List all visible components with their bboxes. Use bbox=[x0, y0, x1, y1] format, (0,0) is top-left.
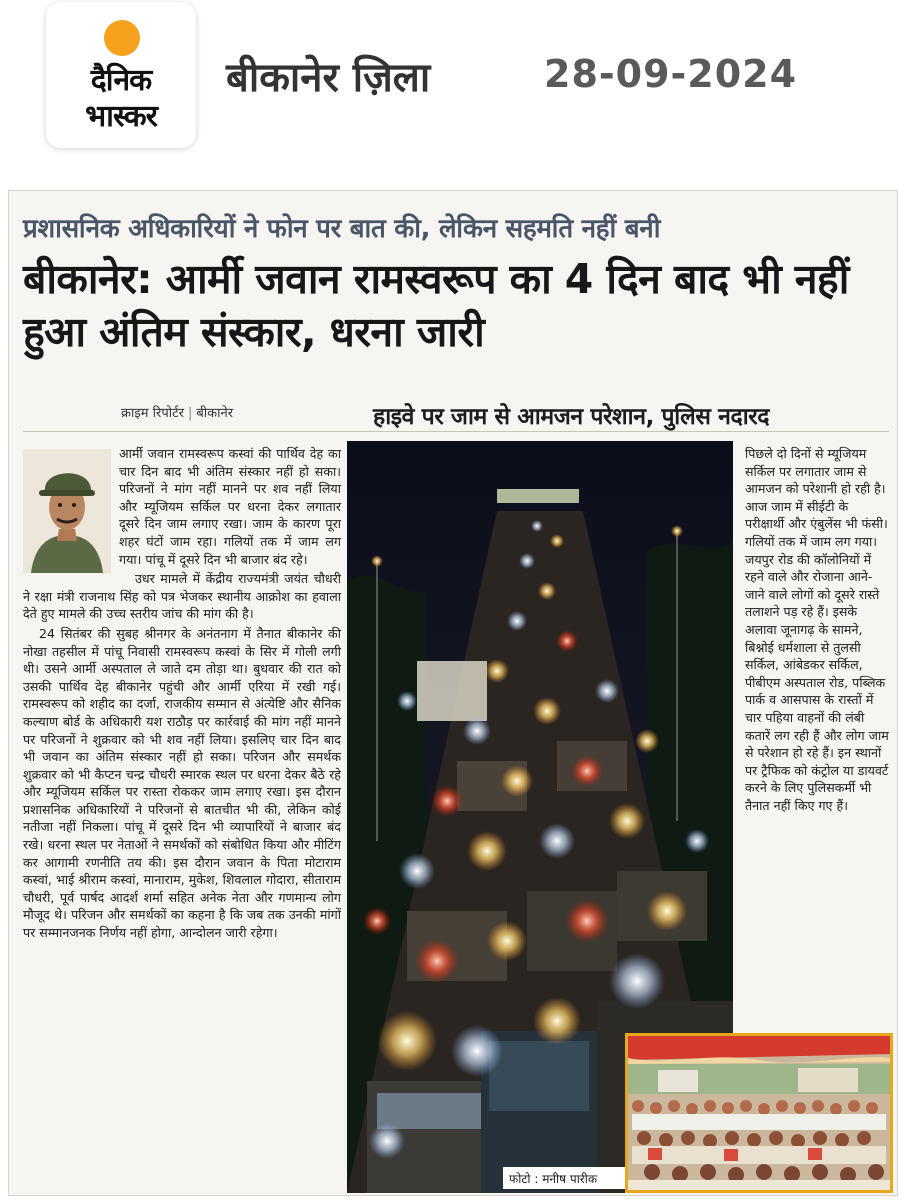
dainik-bhaskar-logo bbox=[46, 2, 196, 148]
sun-logo-icon bbox=[104, 20, 140, 56]
article-kicker: प्रशासनिक अधिकारियों ने फोन पर बात की, लेकिन सहमति नहीं बनी bbox=[23, 214, 661, 244]
app-header bbox=[0, 0, 904, 190]
divider bbox=[23, 431, 889, 432]
protest-crowd-photo bbox=[625, 1033, 893, 1193]
logo-text-line2: भास्कर bbox=[85, 99, 157, 134]
byline-author: क्राइम रिपोर्टर bbox=[121, 406, 184, 421]
byline-place: बीकानेर bbox=[196, 406, 234, 421]
body-paragraph: उधर मामले में केंद्रीय राज्यमंत्री जयंत चौधरी ने रक्षा मंत्री राजनाथ सिंह को पत्र भेजकर स्थानीय आक्रोश का हवाला देते हुए मामले की उच्च स्तरीय जांच की मांग की है। bbox=[23, 571, 341, 622]
byline: क्राइम रिपोर्टर | बीकानेर bbox=[121, 406, 234, 421]
article-body-left bbox=[23, 445, 341, 944]
district-title: बीकानेर ज़िला bbox=[226, 55, 431, 101]
article-subheadline: हाइवे पर जाम से आमजन परेशान, पुलिस नदारद bbox=[373, 404, 770, 430]
news-clipping bbox=[8, 190, 898, 1196]
body-paragraph: 24 सितंबर की सुबह श्रीनगर के अनंतनाग में तैनात बीकानेर की नोखा तहसील में पांचू निवासी रामस्वरूप कस्वां के सिर में गोली लगी थी। उसने आर्मी अस्पताल ले जाते दम तोड़ा था। बुधवार की रात को उसकी पार्थिव देह बीकानेर पहुंची और आर्मी एरिया में रखी गई। रामस्वरूप को शहीद का दर्जा, राजकीय सम्मान से अंत्येष्टि और सैनिक कल्याण बोर्ड के अधिकारी यश राठौड़ पर कार्रवाई की मांग नहीं मानने पर परिजनों ने शुक्रवार को भी शव नहीं लिया। इसलिए चार दिन बाद भी जवान का अंतिम संस्कार नहीं हो सका। परिजन और समर्थक शुक्रवार को भी कैप्टन चन्द्र चौधरी स्मारक स्थल पर धरना देकर बैठे रहे और म्यूजियम सर्किल पर रास्ता रोककर जाम लगाए रखा। इस दौरान प्रशासनिक अधिकारियों ने परिजनों से बातचीत भी की, लेकिन कोई नतीजा नहीं निकला। पांचू में दूसरे दिन भी व्यापारियों ने बाजार बंद रखे। धरना स्थल पर नेताओं ने समर्थकों को संबोधित किया और मीटिंग कर आगामी रणनीति तय की। इस दौरान जवान के पिता मोटाराम कस्वां, भाई श्रीराम कस्वां, मानाराम, मुकेश, शिवलाल गोदारा, सीताराम चौधरी, पूर्व पार्षद आदर्श शर्मा सहित अनेक नेता और गणमान्य लोग मौजूद थे। परिजन और समर्थकों का कहना है कि जब तक उनकी मांगों पर सम्मानजनक निर्णय नहीं होगा, आन्दोलन जारी रहेगा। bbox=[23, 625, 341, 941]
photo-credit: फोटो : मनीष पारीक bbox=[503, 1167, 625, 1189]
soldier-portrait bbox=[23, 449, 111, 573]
edition-date: 28-09-2024 bbox=[544, 52, 798, 96]
logo-text-line1: दैनिक bbox=[90, 63, 152, 98]
body-paragraph: आर्मी जवान रामस्वरूप कस्वां की पार्थिव देह का चार दिन बाद भी अंतिम संस्कार नहीं हो सका। परिजनों ने मांग नहीं मानने पर शव नहीं लिया और म्यूजियम सर्किल पर धरना देकर लगातार दूसरे दिन जाम लगाए रखा। जाम के कारण पूरा शहर घंटों जाम रहा। गलियों तक में जाम लग गया। पांचू में दूसरे दिन भी बाजार बंद रहे। bbox=[119, 446, 341, 567]
article-body-right: पिछले दो दिनों से म्यूजियम सर्किल पर लगातार जाम से आमजन को परेशानी हो रही है। आज जाम में सीईटी के परीक्षार्थी और एंबुलेंस भी फंसी। गलियों तक में जाम लग गया। जयपुर रोड की कॉलोनियों में रहने वाले और रोजाना आने-जाने वाले लोगों को दूसरे रास्ते तलाशने पड़ रहे हैं। इसके अलावा जूनागढ़ के सामने, बिश्नोई धर्मशाला से तुलसी सर्किल, आंबेडकर सर्किल, पीबीएम अस्पताल रोड, पब्लिक पार्क व आसपास के रास्तों में चार पहिया वाहनों की लंबी कतारें लग रही हैं और लोग जाम से परेशान हो रहे हैं। इन स्थानों पर ट्रैफिक को कंट्रोल या डायवर्ट करने के लिए पुलिसकर्मी भी तैनात नहीं किए गए हैं। bbox=[745, 446, 889, 813]
article-headline: बीकानेर: आर्मी जवान रामस्वरूप का 4 दिन बाद भी नहीं हुआ अंतिम संस्कार, धरना जारी bbox=[23, 255, 849, 357]
